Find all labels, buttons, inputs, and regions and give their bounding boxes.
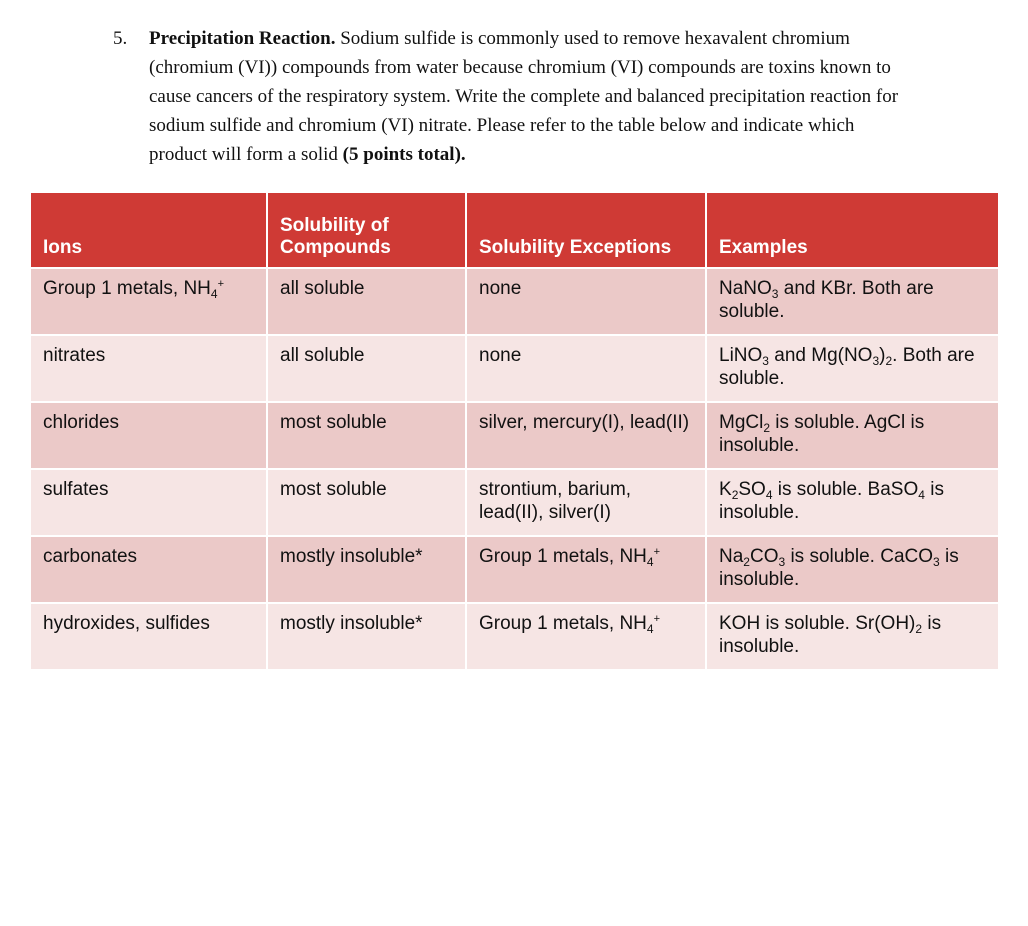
cell-examples: LiNO$_3$ and $Mg(NO_3)_2$. Both are soluble.	[707, 334, 998, 401]
cell-examples: $Na_2CO_3$ is soluble. CaCO$_3$ is insoluble.	[707, 535, 998, 602]
cell-exceptions: strontium, barium, lead(II), silver(I)	[467, 468, 707, 535]
cell-ions: sulfates	[31, 468, 268, 535]
cell-exceptions: Group 1 metals, $NH_4^+$	[467, 535, 707, 602]
cell-examples: KOH is soluble. $Sr(OH)_2$ is insoluble.	[707, 602, 998, 669]
cell-ions: carbonates	[31, 535, 268, 602]
table-row	[31, 334, 998, 401]
cell-solubility: most soluble	[268, 401, 467, 468]
table-row	[31, 535, 998, 602]
table-row	[31, 401, 998, 468]
cell-solubility: most soluble	[268, 468, 467, 535]
question-block	[113, 24, 913, 169]
header-exceptions: Solubility Exceptions	[467, 193, 707, 267]
cell-solubility: mostly insoluble*	[268, 602, 467, 669]
table-row	[31, 267, 998, 334]
cell-exceptions: Group 1 metals, $NH_4^+$	[467, 602, 707, 669]
cell-exceptions: none	[467, 267, 707, 334]
header-examples: Examples	[707, 193, 998, 267]
question-title: Precipitation Reaction.	[149, 28, 336, 49]
header-ions: Ions	[31, 193, 268, 267]
header-solubility: Solubility of Compounds	[268, 193, 467, 267]
cell-ions: chlorides	[31, 401, 268, 468]
cell-examples: MgCl$_2$ is soluble. AgCl is insoluble.	[707, 401, 998, 468]
question-points: (5 points total).	[342, 144, 466, 165]
cell-ions: nitrates	[31, 334, 268, 401]
cell-exceptions: silver, mercury(I), lead(II)	[467, 401, 707, 468]
table-row	[31, 602, 998, 669]
cell-solubility: all soluble	[268, 334, 467, 401]
cell-examples: NaNO$_3$ and KBr. Both are soluble.	[707, 267, 998, 334]
cell-solubility: mostly insoluble*	[268, 535, 467, 602]
cell-examples: $K_2SO_4$ is soluble. BaSO$_4$ is insoluble.	[707, 468, 998, 535]
question-body: Sodium sulfide is commonly used to remove hexavalent chromium (chromium (VI)) compounds from water because chromium (VI) compounds are toxins known to cause cancers of the respiratory system. Write the complete and balanced precipitation reaction for sodium sulfide and chromium (VI) nitrate. Please refer to the table below and indicate which product will form a solid	[149, 28, 899, 165]
table-header-row	[31, 193, 998, 267]
cell-exceptions: none	[467, 334, 707, 401]
cell-ions: hydroxides, sulfides	[31, 602, 268, 669]
question-number: 5.	[113, 28, 128, 49]
cell-ions: Group 1 metals, $NH_4^+$	[31, 267, 268, 334]
solubility-table	[31, 193, 998, 669]
question-text	[149, 24, 913, 169]
table-row	[31, 468, 998, 535]
cell-solubility: all soluble	[268, 267, 467, 334]
